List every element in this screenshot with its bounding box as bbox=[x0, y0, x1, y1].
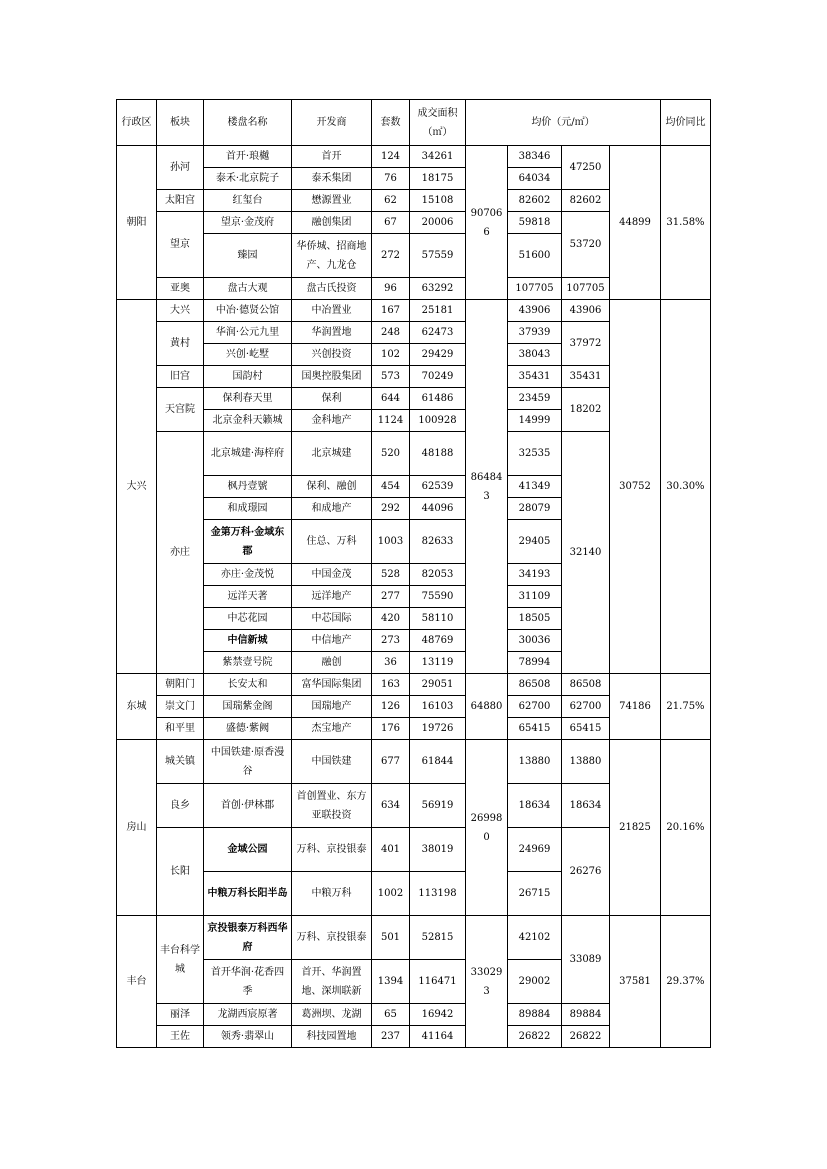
developer-cell: 万科、京投银泰 bbox=[292, 828, 372, 872]
header-developer: 开发商 bbox=[292, 100, 372, 146]
district-avg-price: 44899 bbox=[610, 146, 661, 300]
developer-cell: 中粮万科 bbox=[292, 872, 372, 916]
block-cell: 望京 bbox=[157, 212, 204, 278]
block-cell: 天宫院 bbox=[157, 388, 204, 432]
block-avg-cell: 35431 bbox=[562, 366, 610, 388]
area-cell: 61486 bbox=[410, 388, 466, 410]
block-avg-cell: 47250 bbox=[562, 146, 610, 190]
header-area: 成交面积（㎡） bbox=[410, 100, 466, 146]
price-cell: 14999 bbox=[508, 410, 562, 432]
block-cell: 良乡 bbox=[157, 784, 204, 828]
header-yoy: 均价同比 bbox=[661, 100, 711, 146]
header-block: 板块 bbox=[157, 100, 204, 146]
price-cell: 24969 bbox=[508, 828, 562, 872]
block-cell: 长阳 bbox=[157, 828, 204, 916]
block-avg-cell: 32140 bbox=[562, 432, 610, 674]
district-avg-price: 74186 bbox=[610, 674, 661, 740]
block-avg-cell: 82602 bbox=[562, 190, 610, 212]
district-total-area: 864843 bbox=[466, 300, 508, 674]
project-cell: 国瑞紫金阁 bbox=[204, 696, 292, 718]
developer-cell: 首开 bbox=[292, 146, 372, 168]
developer-cell: 懋源置业 bbox=[292, 190, 372, 212]
block-avg-cell: 62700 bbox=[562, 696, 610, 718]
units-cell: 248 bbox=[372, 322, 410, 344]
area-cell: 61844 bbox=[410, 740, 466, 784]
units-cell: 163 bbox=[372, 674, 410, 696]
area-cell: 56919 bbox=[410, 784, 466, 828]
table-row bbox=[117, 740, 711, 784]
price-cell: 35431 bbox=[508, 366, 562, 388]
block-avg-cell: 65415 bbox=[562, 718, 610, 740]
price-cell: 18505 bbox=[508, 608, 562, 630]
block-avg-cell: 43906 bbox=[562, 300, 610, 322]
header-row bbox=[117, 100, 711, 146]
developer-cell: 华润置地 bbox=[292, 322, 372, 344]
block-avg-cell: 33089 bbox=[562, 916, 610, 1004]
developer-cell: 盘古氏投资 bbox=[292, 278, 372, 300]
area-cell: 58110 bbox=[410, 608, 466, 630]
block-cell: 太阳宫 bbox=[157, 190, 204, 212]
area-cell: 113198 bbox=[410, 872, 466, 916]
area-cell: 116471 bbox=[410, 960, 466, 1004]
developer-cell: 万科、京投银泰 bbox=[292, 916, 372, 960]
price-cell: 38346 bbox=[508, 146, 562, 168]
header-units: 套数 bbox=[372, 100, 410, 146]
developer-cell: 保利 bbox=[292, 388, 372, 410]
units-cell: 272 bbox=[372, 234, 410, 278]
project-cell: 国韵村 bbox=[204, 366, 292, 388]
project-cell: 望京·金茂府 bbox=[204, 212, 292, 234]
district-yoy: 30.30% bbox=[661, 300, 711, 674]
developer-cell: 融创 bbox=[292, 652, 372, 674]
developer-cell: 富华国际集团 bbox=[292, 674, 372, 696]
project-cell: 华润·公元九里 bbox=[204, 322, 292, 344]
price-cell: 13880 bbox=[508, 740, 562, 784]
units-cell: 528 bbox=[372, 564, 410, 586]
project-cell: 枫丹壹號 bbox=[204, 476, 292, 498]
developer-cell: 杰宝地产 bbox=[292, 718, 372, 740]
price-cell: 32535 bbox=[508, 432, 562, 476]
area-cell: 100928 bbox=[410, 410, 466, 432]
project-cell: 中信新城 bbox=[204, 630, 292, 652]
units-cell: 36 bbox=[372, 652, 410, 674]
transaction-table bbox=[116, 99, 711, 1048]
area-cell: 20006 bbox=[410, 212, 466, 234]
developer-cell: 泰禾集团 bbox=[292, 168, 372, 190]
units-cell: 167 bbox=[372, 300, 410, 322]
developer-cell: 和成地产 bbox=[292, 498, 372, 520]
area-cell: 52815 bbox=[410, 916, 466, 960]
area-cell: 29429 bbox=[410, 344, 466, 366]
price-cell: 51600 bbox=[508, 234, 562, 278]
project-cell: 北京城建·海梓府 bbox=[204, 432, 292, 476]
project-cell: 保利春天里 bbox=[204, 388, 292, 410]
header-avg-price: 均价（元/㎡） bbox=[466, 100, 661, 146]
price-cell: 107705 bbox=[508, 278, 562, 300]
units-cell: 420 bbox=[372, 608, 410, 630]
area-cell: 82633 bbox=[410, 520, 466, 564]
price-cell: 38043 bbox=[508, 344, 562, 366]
block-cell: 崇文门 bbox=[157, 696, 204, 718]
area-cell: 34261 bbox=[410, 146, 466, 168]
area-cell: 41164 bbox=[410, 1026, 466, 1048]
units-cell: 102 bbox=[372, 344, 410, 366]
price-cell: 26822 bbox=[508, 1026, 562, 1048]
developer-cell: 中信地产 bbox=[292, 630, 372, 652]
project-cell: 长安太和 bbox=[204, 674, 292, 696]
district-cell: 房山 bbox=[117, 740, 157, 916]
units-cell: 573 bbox=[372, 366, 410, 388]
district-avg-price: 30752 bbox=[610, 300, 661, 674]
area-cell: 18175 bbox=[410, 168, 466, 190]
block-cell: 黄村 bbox=[157, 322, 204, 366]
district-cell: 朝阳 bbox=[117, 146, 157, 300]
units-cell: 277 bbox=[372, 586, 410, 608]
developer-cell: 首创置业、东方亚联投资 bbox=[292, 784, 372, 828]
developer-cell: 住总、万科 bbox=[292, 520, 372, 564]
project-cell: 中国铁建·原香漫谷 bbox=[204, 740, 292, 784]
price-cell: 28079 bbox=[508, 498, 562, 520]
block-avg-cell: 86508 bbox=[562, 674, 610, 696]
price-cell: 29405 bbox=[508, 520, 562, 564]
block-cell: 王佐 bbox=[157, 1026, 204, 1048]
price-cell: 37939 bbox=[508, 322, 562, 344]
units-cell: 454 bbox=[372, 476, 410, 498]
price-cell: 29002 bbox=[508, 960, 562, 1004]
developer-cell: 金科地产 bbox=[292, 410, 372, 432]
block-cell: 丰台科学城 bbox=[157, 916, 204, 1004]
project-cell: 金域公园 bbox=[204, 828, 292, 872]
district-yoy: 20.16% bbox=[661, 740, 711, 916]
district-cell: 东城 bbox=[117, 674, 157, 740]
block-cell: 和平里 bbox=[157, 718, 204, 740]
units-cell: 67 bbox=[372, 212, 410, 234]
project-cell: 红玺台 bbox=[204, 190, 292, 212]
developer-cell: 中国金茂 bbox=[292, 564, 372, 586]
developer-cell: 远洋地产 bbox=[292, 586, 372, 608]
area-cell: 15108 bbox=[410, 190, 466, 212]
project-cell: 龙湖西宸原著 bbox=[204, 1004, 292, 1026]
developer-cell: 国瑞地产 bbox=[292, 696, 372, 718]
price-cell: 42102 bbox=[508, 916, 562, 960]
area-cell: 16942 bbox=[410, 1004, 466, 1026]
area-cell: 57559 bbox=[410, 234, 466, 278]
project-cell: 中冶·德贤公馆 bbox=[204, 300, 292, 322]
project-cell: 亦庄·金茂悦 bbox=[204, 564, 292, 586]
block-cell: 朝阳门 bbox=[157, 674, 204, 696]
developer-cell: 兴创投资 bbox=[292, 344, 372, 366]
table-row bbox=[117, 146, 711, 168]
block-cell: 亚奥 bbox=[157, 278, 204, 300]
block-avg-cell: 89884 bbox=[562, 1004, 610, 1026]
developer-cell: 北京城建 bbox=[292, 432, 372, 476]
units-cell: 1003 bbox=[372, 520, 410, 564]
district-avg-price: 37581 bbox=[610, 916, 661, 1048]
units-cell: 677 bbox=[372, 740, 410, 784]
project-cell: 首开华润·花香四季 bbox=[204, 960, 292, 1004]
units-cell: 76 bbox=[372, 168, 410, 190]
project-cell: 臻园 bbox=[204, 234, 292, 278]
units-cell: 520 bbox=[372, 432, 410, 476]
block-avg-cell: 13880 bbox=[562, 740, 610, 784]
units-cell: 1124 bbox=[372, 410, 410, 432]
units-cell: 273 bbox=[372, 630, 410, 652]
price-cell: 23459 bbox=[508, 388, 562, 410]
price-cell: 26715 bbox=[508, 872, 562, 916]
units-cell: 96 bbox=[372, 278, 410, 300]
area-cell: 29051 bbox=[410, 674, 466, 696]
units-cell: 1002 bbox=[372, 872, 410, 916]
price-cell: 82602 bbox=[508, 190, 562, 212]
project-cell: 中粮万科长阳半岛 bbox=[204, 872, 292, 916]
area-cell: 75590 bbox=[410, 586, 466, 608]
district-total-area: 907066 bbox=[466, 146, 508, 300]
block-avg-cell: 107705 bbox=[562, 278, 610, 300]
units-cell: 126 bbox=[372, 696, 410, 718]
project-cell: 兴创·屹墅 bbox=[204, 344, 292, 366]
units-cell: 176 bbox=[372, 718, 410, 740]
project-cell: 北京金科天籁城 bbox=[204, 410, 292, 432]
units-cell: 65 bbox=[372, 1004, 410, 1026]
project-cell: 金第万科·金域东郡 bbox=[204, 520, 292, 564]
project-cell: 泰禾·北京院子 bbox=[204, 168, 292, 190]
developer-cell: 首开、华润置地、深圳联新 bbox=[292, 960, 372, 1004]
units-cell: 634 bbox=[372, 784, 410, 828]
header-district: 行政区 bbox=[117, 100, 157, 146]
units-cell: 124 bbox=[372, 146, 410, 168]
project-cell: 盛德·紫阙 bbox=[204, 718, 292, 740]
price-cell: 78994 bbox=[508, 652, 562, 674]
block-cell: 大兴 bbox=[157, 300, 204, 322]
block-cell: 旧宫 bbox=[157, 366, 204, 388]
table-row bbox=[117, 674, 711, 696]
project-cell: 京投银泰万科西华府 bbox=[204, 916, 292, 960]
block-avg-cell: 53720 bbox=[562, 212, 610, 278]
price-cell: 59818 bbox=[508, 212, 562, 234]
price-cell: 62700 bbox=[508, 696, 562, 718]
district-yoy: 31.58% bbox=[661, 146, 711, 300]
block-avg-cell: 26276 bbox=[562, 828, 610, 916]
district-yoy: 21.75% bbox=[661, 674, 711, 740]
district-total-area: 64880 bbox=[466, 674, 508, 740]
developer-cell: 中国铁建 bbox=[292, 740, 372, 784]
table-row bbox=[117, 300, 711, 322]
area-cell: 19726 bbox=[410, 718, 466, 740]
area-cell: 63292 bbox=[410, 278, 466, 300]
area-cell: 70249 bbox=[410, 366, 466, 388]
block-avg-cell: 26822 bbox=[562, 1026, 610, 1048]
developer-cell: 中芯国际 bbox=[292, 608, 372, 630]
district-total-area: 330293 bbox=[466, 916, 508, 1048]
area-cell: 44096 bbox=[410, 498, 466, 520]
developer-cell: 国奥控股集团 bbox=[292, 366, 372, 388]
units-cell: 644 bbox=[372, 388, 410, 410]
developer-cell: 华侨城、招商地产、九龙仓 bbox=[292, 234, 372, 278]
project-cell: 盘古大观 bbox=[204, 278, 292, 300]
area-cell: 38019 bbox=[410, 828, 466, 872]
area-cell: 16103 bbox=[410, 696, 466, 718]
price-cell: 31109 bbox=[508, 586, 562, 608]
price-cell: 41349 bbox=[508, 476, 562, 498]
project-cell: 领秀·翡翠山 bbox=[204, 1026, 292, 1048]
district-yoy: 29.37% bbox=[661, 916, 711, 1048]
developer-cell: 融创集团 bbox=[292, 212, 372, 234]
units-cell: 1394 bbox=[372, 960, 410, 1004]
area-cell: 25181 bbox=[410, 300, 466, 322]
project-cell: 中芯花园 bbox=[204, 608, 292, 630]
district-cell: 丰台 bbox=[117, 916, 157, 1048]
developer-cell: 科技园置地 bbox=[292, 1026, 372, 1048]
price-cell: 86508 bbox=[508, 674, 562, 696]
units-cell: 292 bbox=[372, 498, 410, 520]
project-cell: 远洋天著 bbox=[204, 586, 292, 608]
developer-cell: 中冶置业 bbox=[292, 300, 372, 322]
table-row bbox=[117, 916, 711, 960]
block-cell: 城关镇 bbox=[157, 740, 204, 784]
project-cell: 首创·伊林郡 bbox=[204, 784, 292, 828]
price-cell: 30036 bbox=[508, 630, 562, 652]
project-cell: 和成璟园 bbox=[204, 498, 292, 520]
price-cell: 89884 bbox=[508, 1004, 562, 1026]
project-cell: 首开·琅樾 bbox=[204, 146, 292, 168]
area-cell: 82053 bbox=[410, 564, 466, 586]
block-cell: 孙河 bbox=[157, 146, 204, 190]
header-project: 楼盘名称 bbox=[204, 100, 292, 146]
price-cell: 18634 bbox=[508, 784, 562, 828]
price-cell: 65415 bbox=[508, 718, 562, 740]
units-cell: 401 bbox=[372, 828, 410, 872]
block-avg-cell: 18202 bbox=[562, 388, 610, 432]
block-avg-cell: 37972 bbox=[562, 322, 610, 366]
district-total-area: 269980 bbox=[466, 740, 508, 916]
developer-cell: 保利、融创 bbox=[292, 476, 372, 498]
price-cell: 34193 bbox=[508, 564, 562, 586]
district-avg-price: 21825 bbox=[610, 740, 661, 916]
price-cell: 43906 bbox=[508, 300, 562, 322]
project-cell: 紫禁壹号院 bbox=[204, 652, 292, 674]
developer-cell: 葛洲坝、龙湖 bbox=[292, 1004, 372, 1026]
area-cell: 13119 bbox=[410, 652, 466, 674]
area-cell: 48769 bbox=[410, 630, 466, 652]
district-cell: 大兴 bbox=[117, 300, 157, 674]
block-avg-cell: 18634 bbox=[562, 784, 610, 828]
price-cell: 64034 bbox=[508, 168, 562, 190]
block-cell: 丽泽 bbox=[157, 1004, 204, 1026]
units-cell: 237 bbox=[372, 1026, 410, 1048]
area-cell: 62473 bbox=[410, 322, 466, 344]
block-cell: 亦庄 bbox=[157, 432, 204, 674]
area-cell: 62539 bbox=[410, 476, 466, 498]
units-cell: 62 bbox=[372, 190, 410, 212]
units-cell: 501 bbox=[372, 916, 410, 960]
area-cell: 48188 bbox=[410, 432, 466, 476]
